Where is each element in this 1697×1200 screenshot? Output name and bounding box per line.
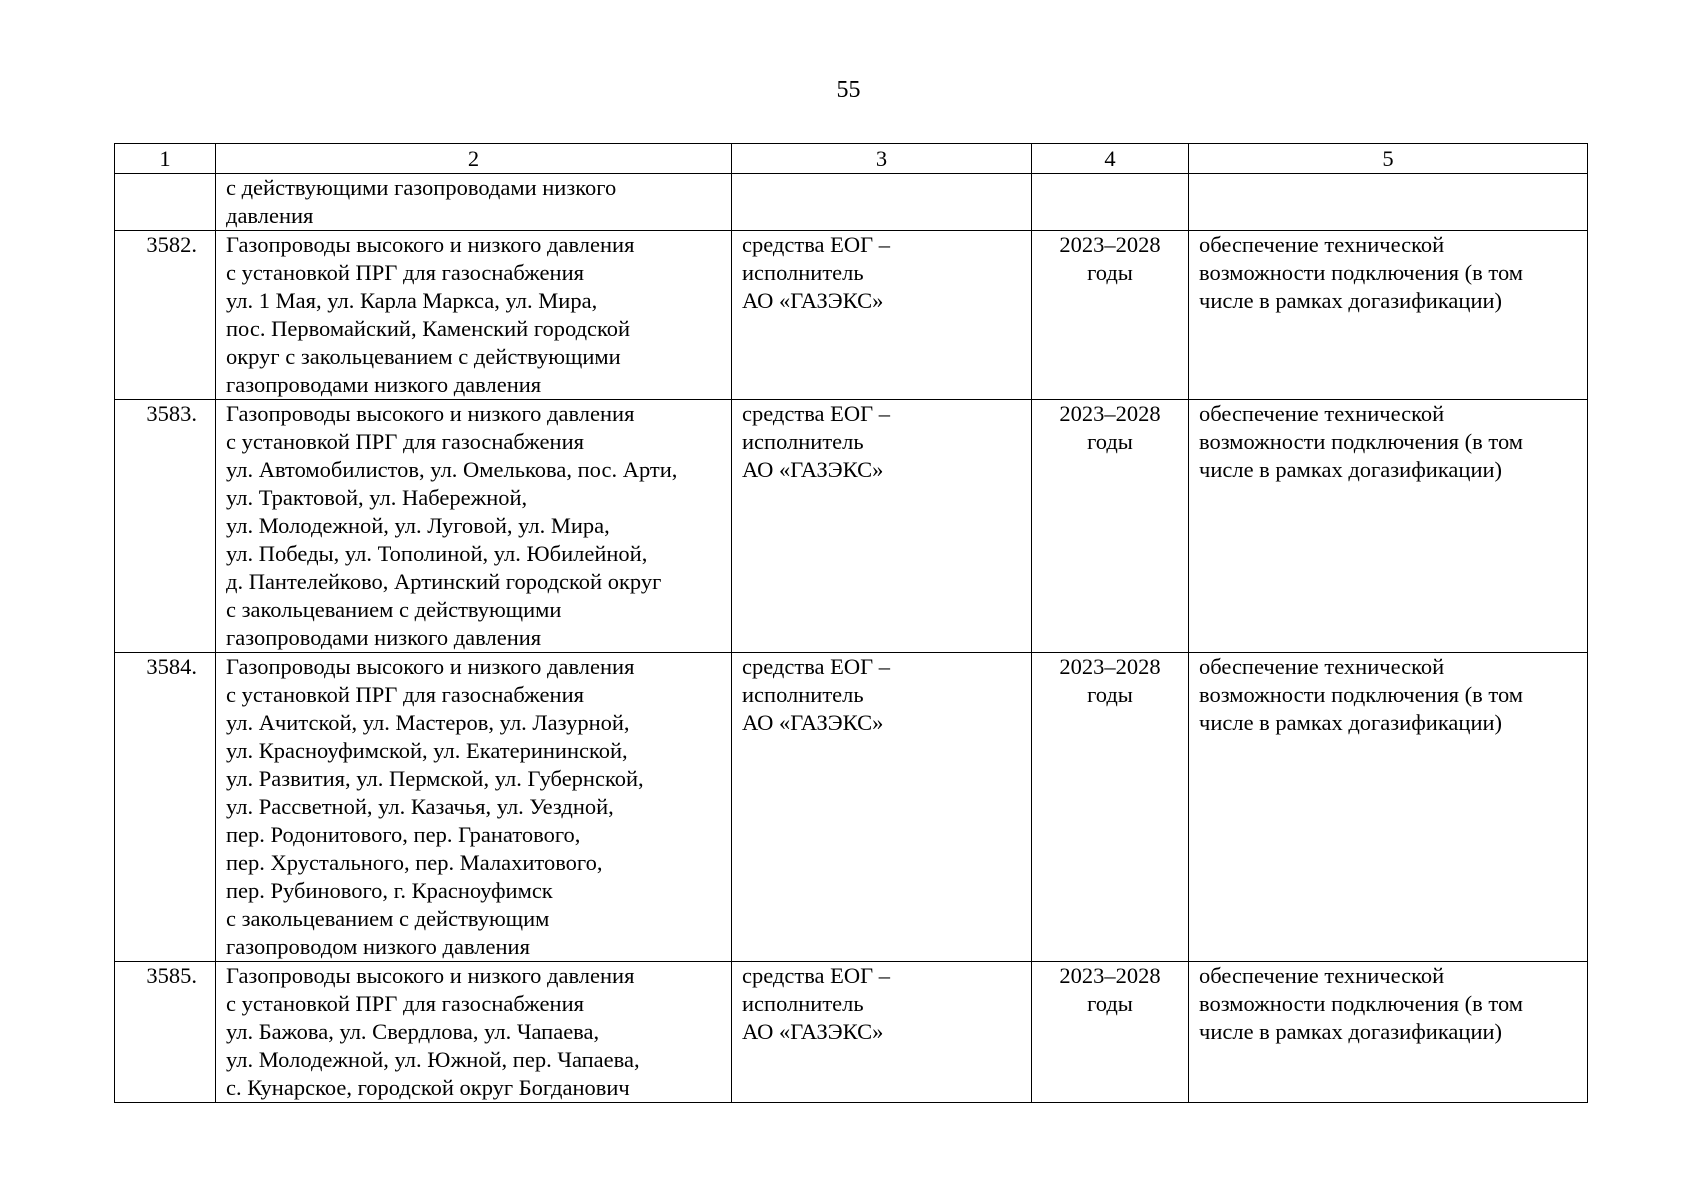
table-row (115, 400, 1588, 653)
table-header-row (115, 144, 1588, 174)
funding-source-cell: средства ЕОГ – исполнитель АО «ГАЗЭКС» (732, 962, 1032, 1103)
object-cell: Газопроводы высокого и низкого давления с установкой ПРГ для газоснабжения ул. Ачитской, ул. Мастеров, ул. Лазурной, ул. Красноуфимской, ул. Екатерининской, ул. Развития, ул. Пермской, ул. Губернской, ул. Рассветной, ул. Казачья, ул. Уездной, пер. Родонитового, пер. Гранатового, пер. Хрустального, пер. Малахитового, пер. Рубинового, г. Красноуфимск с закольцеванием с действующим газопроводом низкого давления (216, 653, 732, 962)
table-row (115, 653, 1588, 962)
row-number-cell: 3582. (115, 231, 216, 400)
funding-source-cell: средства ЕОГ – исполнитель АО «ГАЗЭКС» (732, 231, 1032, 400)
object-cell: Газопроводы высокого и низкого давления с установкой ПРГ для газоснабжения ул. Бажова, ул. Свердлова, ул. Чапаева, ул. Молодежной, ул. Южной, пер. Чапаева, с. Кунарское, городской округ Богданович (216, 962, 732, 1103)
row-number-cell: 3585. (115, 962, 216, 1103)
row-number-cell: 3584. (115, 653, 216, 962)
table-row (115, 962, 1588, 1103)
column-number-3: 3 (732, 144, 1032, 174)
page-number: 55 (836, 77, 861, 103)
purpose-cell: обеспечение технической возможности подключения (в том числе в рамках догазификации) (1189, 653, 1588, 962)
period-cell (1032, 174, 1189, 231)
object-cell: Газопроводы высокого и низкого давления с установкой ПРГ для газоснабжения ул. 1 Мая, ул. Карла Маркса, ул. Мира, пос. Первомайский, Каменский городской округ с закольцеванием с действующими газопроводами низкого давления (216, 231, 732, 400)
column-number-5: 5 (1189, 144, 1588, 174)
period-cell: 2023–2028 годы (1032, 653, 1189, 962)
gas-pipeline-table (114, 143, 1588, 1103)
object-cell: Газопроводы высокого и низкого давления с установкой ПРГ для газоснабжения ул. Автомобилистов, ул. Омелькова, пос. Арти, ул. Трактовой, ул. Набережной, ул. Молодежной, ул. Луговой, ул. Мира, ул. Победы, ул. Тополиной, ул. Юбилейной, д. Пантелейково, Артинский городской округ с закольцеванием с действующими газопроводами низкого давления (216, 400, 732, 653)
purpose-cell (1189, 174, 1588, 231)
purpose-cell: обеспечение технической возможности подключения (в том числе в рамках догазификации) (1189, 400, 1588, 653)
funding-source-cell (732, 174, 1032, 231)
purpose-cell: обеспечение технической возможности подключения (в том числе в рамках догазификации) (1189, 231, 1588, 400)
object-cell: с действующими газопроводами низкого давления (216, 174, 732, 231)
table-row (115, 231, 1588, 400)
period-cell: 2023–2028 годы (1032, 231, 1189, 400)
funding-source-cell: средства ЕОГ – исполнитель АО «ГАЗЭКС» (732, 653, 1032, 962)
period-cell: 2023–2028 годы (1032, 400, 1189, 653)
period-cell: 2023–2028 годы (1032, 962, 1189, 1103)
row-number-cell: 3583. (115, 400, 216, 653)
purpose-cell: обеспечение технической возможности подключения (в том числе в рамках догазификации) (1189, 962, 1588, 1103)
column-number-2: 2 (216, 144, 732, 174)
row-number-cell (115, 174, 216, 231)
column-number-1: 1 (115, 144, 216, 174)
column-number-4: 4 (1032, 144, 1189, 174)
funding-source-cell: средства ЕОГ – исполнитель АО «ГАЗЭКС» (732, 400, 1032, 653)
table-row (115, 174, 1588, 231)
